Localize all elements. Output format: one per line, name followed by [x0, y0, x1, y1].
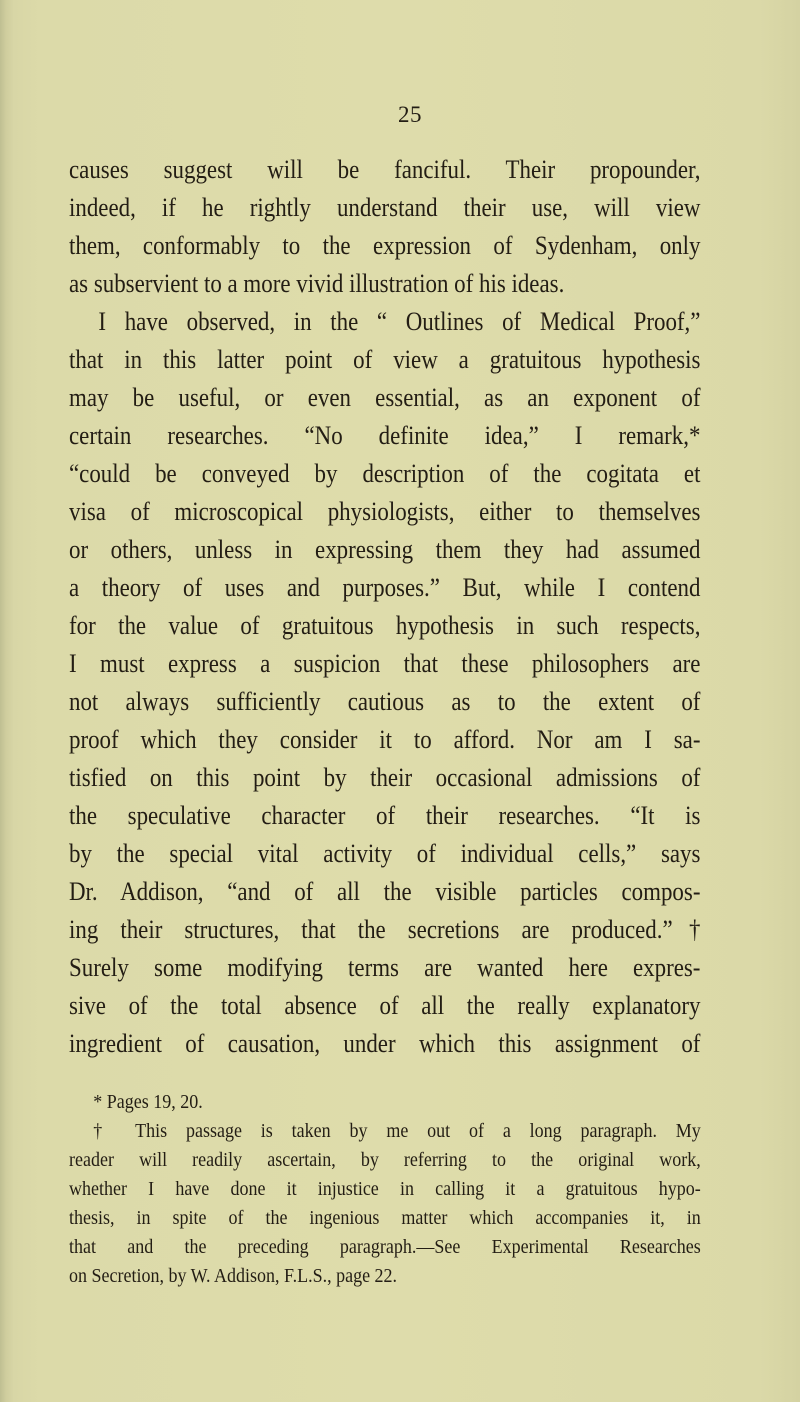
body-line: sive of the total absence of all the really explanatory	[69, 990, 701, 1020]
footnote-line: that and the preceding paragraph.—See Experimental Researches	[69, 1236, 701, 1258]
body-line: proof which they consider it to afford. Nor am I sa-	[69, 724, 701, 754]
body-line: certain researches. “No definite idea,” I remark,*	[69, 420, 701, 450]
body-line: for the value of gratuitous hypothesis in such respects,	[69, 610, 701, 640]
footnotes	[69, 1088, 701, 1291]
body-text	[69, 150, 701, 1062]
body-line: as subservient to a more vivid illustration of his ideas.	[69, 268, 565, 298]
body-line: ing their structures, that the secretions are produced.”†	[69, 914, 701, 944]
body-line: “could be conveyed by description of the cogitata et	[69, 458, 701, 488]
body-line: a theory of uses and purposes.” But, while I contend	[69, 572, 701, 602]
body-line: visa of microscopical physiologists, either to themselves	[69, 496, 701, 526]
page-number: 25	[398, 102, 422, 127]
body-line: indeed, if he rightly understand their use, will view	[69, 192, 701, 222]
body-line: the speculative character of their researches. “It is	[69, 800, 701, 830]
footnote-line: on Secretion, by W. Addison, F.L.S., page 22.	[69, 1265, 398, 1287]
body-line: that in this latter point of view a gratuitous hypothesis	[69, 344, 701, 374]
footnote-line: reader will readily ascertain, by referring to the original work,	[69, 1149, 701, 1171]
body-line: may be useful, or even essential, as an exponent of	[69, 382, 701, 412]
body-line: I have observed, in the “ Outlines of Medical Proof,”	[98, 306, 701, 336]
body-line: them, conformably to the expression of Sydenham, only	[69, 230, 701, 260]
body-line: causes suggest will be fanciful. Their propounder,	[69, 154, 701, 184]
body-line: by the special vital activity of individual cells,” says	[69, 838, 701, 868]
body-line: not always sufficiently cautious as to the extent of	[69, 686, 701, 716]
footnote-line: thesis, in spite of the ingenious matter which accompanies it, in	[69, 1207, 701, 1229]
body-line: Dr. Addison, “and of all the visible particles compos-	[69, 876, 701, 906]
footnote-dagger: † This passage is taken by me out of a long paragraph. My	[93, 1120, 701, 1142]
body-line: Surely some modifying terms are wanted here expres-	[69, 952, 701, 982]
body-line: I must express a suspicion that these philosophers are	[69, 648, 701, 678]
footnote-star: * Pages 19, 20.	[93, 1091, 203, 1113]
body-line: or others, unless in expressing them they had assumed	[69, 534, 701, 564]
footnote-line: whether I have done it injustice in calling it a gratuitous hypo-	[69, 1178, 701, 1200]
body-line: tisfied on this point by their occasional admissions of	[69, 762, 701, 792]
body-line: ingredient of causation, under which this assignment of	[69, 1028, 701, 1058]
